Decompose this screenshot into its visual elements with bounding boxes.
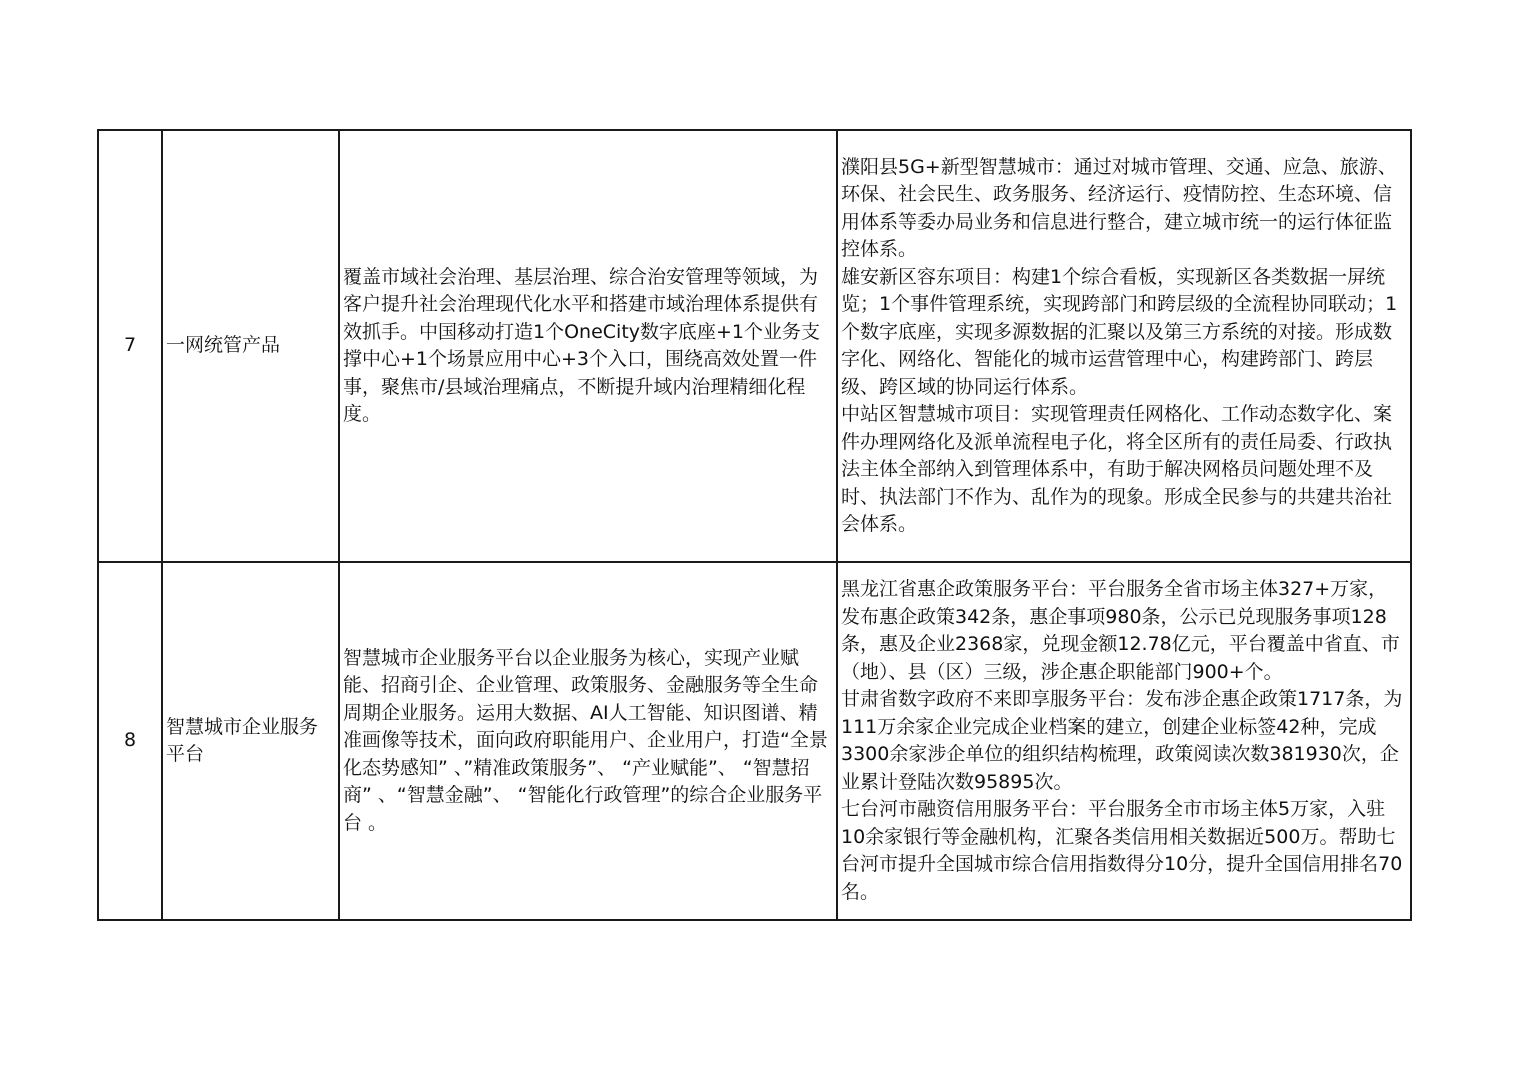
product-description: 智慧城市企业服务平台以企业服务为核心，实现产业赋能、招商引企、企业管理、政策服务、金融服务等全生命周期企业服务。运用大数据、AI人工智能、知识图谱、精准画像等技术，面向政府职能用户、企业用户，打造“全景化态势感知” 、”精准政策服务”、 “产业赋能”、 “智慧招商” 、“智慧金融”、 “智能化行政管理”的综合企业服务平台 。 [339,562,837,920]
table-row [98,562,1411,920]
case-item: 七台河市融资信用服务平台：平台服务全市市场主体5万家，入驻10余家银行等金融机构，汇聚各类信用相关数据近500万。帮助七台河市提升全国城市综合信用指数得分10分，提升全国信用排名70名。 [841,798,1403,903]
product-table [97,129,1412,921]
case-item: 中站区智慧城市项目：实现管理责任网格化、工作动态数字化、案件办理网络化及派单流程电子化，将全区所有的责任局委、行政执法主体全部纳入到管理体系中，有助于解决网格员问题处理不及时、执法部门不作为、乱作为的现象。形成全民参与的共建共治社会体系。 [841,403,1393,535]
case-list [837,562,1411,920]
product-description: 覆盖市域社会治理、基层治理、综合治安管理等领域，为客户提升社会治理现代化水平和搭建市域治理体系提供有效抓手。中国移动打造1个OneCity数字底座+1个业务支撑中心+1个场景应用中心+3个入口，围绕高效处置一件事，聚焦市/县域治理痛点，不断提升域内治理精细化程度。 [339,130,837,562]
row-number: 7 [98,130,162,562]
case-item: 甘肃省数字政府不来即享服务平台：发布涉企惠企政策1717条，为111万余家企业完成企业档案的建立，创建企业标签42种，完成3300余家涉企单位的组织结构梳理，政策阅读次数381930次，企业累计登陆次数95895次。 [841,688,1403,793]
case-item: 黑龙江省惠企政策服务平台：平台服务全省市场主体327+万家，发布惠企政策342条，惠企事项980条，公示已兑现服务事项128条，惠及企业2368家，兑现金额12.78亿元，平台覆盖中省直、市（地）、县（区）三级，涉企惠企职能部门900+个。 [841,578,1400,683]
product-name: 一网统管产品 [162,130,339,562]
case-list [837,130,1411,562]
case-item: 雄安新区容东项目：构建1个综合看板，实现新区各类数据一屏统览；1个事件管理系统，实现跨部门和跨层级的全流程协同联动；1个数字底座，实现多源数据的汇聚以及第三方系统的对接。形成数字化、网络化、智能化的城市运营管理中心，构建跨部门、跨层级、跨区域的协同运行体系。 [841,265,1398,398]
table-row [98,130,1411,562]
product-name: 智慧城市企业服务平台 [162,562,339,920]
case-item: 濮阳县5G+新型智慧城市：通过对城市管理、交通、应急、旅游、环保、社会民生、政务服务、经济运行、疫情防控、生态环境、信用体系等委办局业务和信息进行整合，建立城市统一的运行体征监控体系。 [841,155,1397,260]
row-number: 8 [98,562,162,920]
